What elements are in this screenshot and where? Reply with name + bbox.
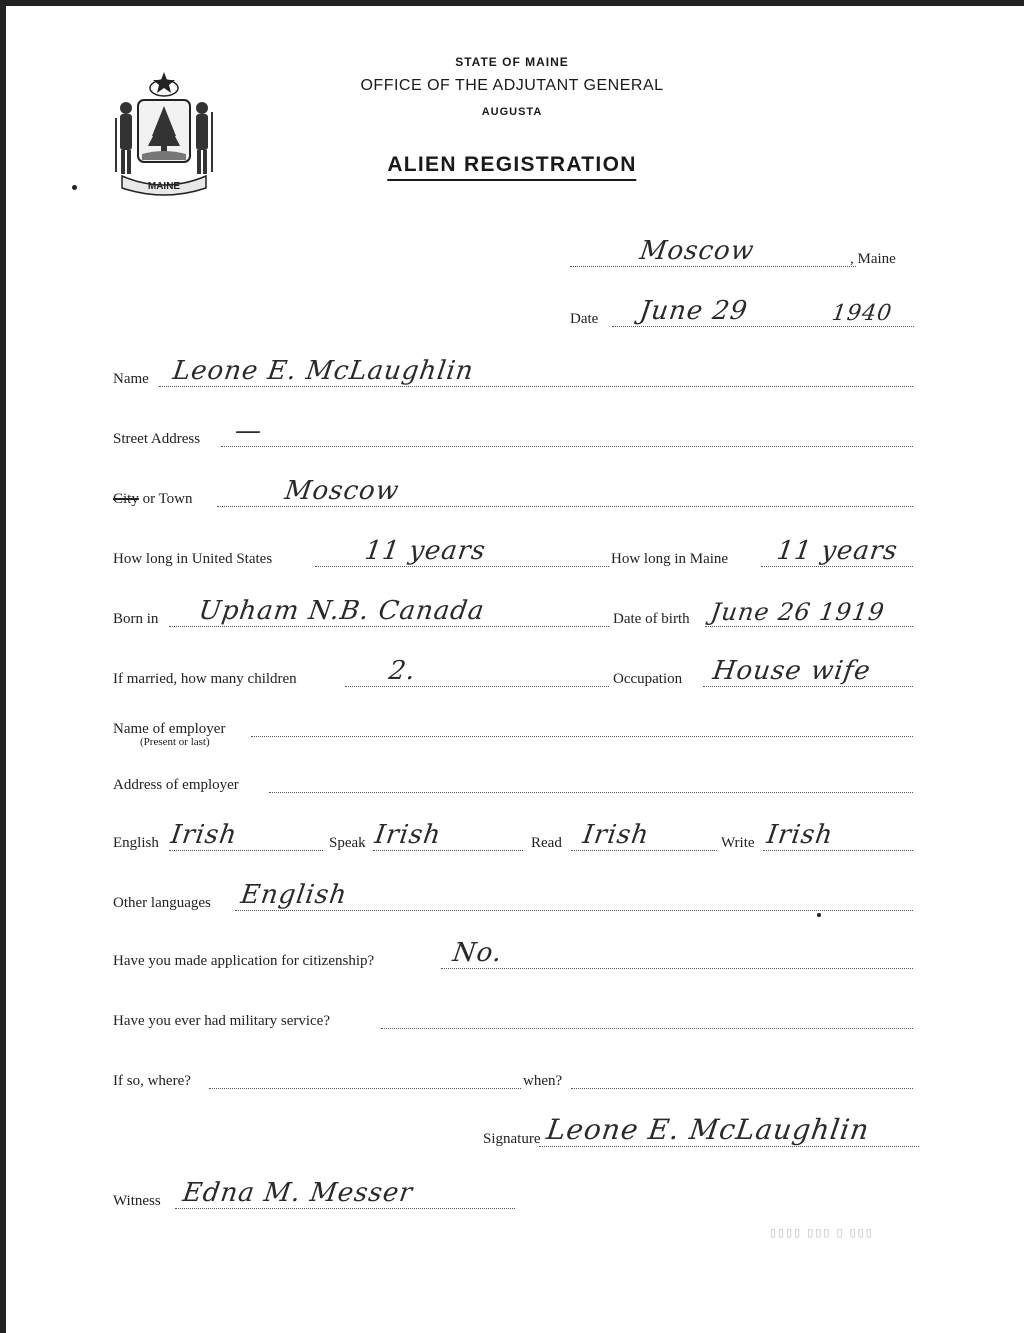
faint-stamp-mark: ▯▯▯▯ ▯▯▯ ▯ ▯▯▯ (770, 1227, 874, 1239)
other-languages-row (113, 882, 913, 916)
name-value: Leone E. McLaughlin (170, 356, 476, 386)
town-label-struck: City (113, 491, 139, 507)
when-line (571, 1088, 913, 1089)
date-label: Date (570, 311, 599, 327)
date-month-day: June 29 (637, 296, 750, 326)
us-time-line (315, 566, 609, 567)
born-label: Born in (113, 611, 159, 627)
duration-row (113, 538, 913, 572)
employer-address-row (113, 764, 913, 798)
date-year: 1940 (830, 301, 894, 326)
write-line (763, 850, 913, 851)
maine-time-line (761, 566, 913, 567)
witness-label: Witness (113, 1193, 161, 1209)
place-row (560, 238, 920, 272)
town-line (217, 506, 913, 507)
town-label-rest: or Town (138, 491, 193, 507)
employer-line (251, 736, 913, 737)
where-when-row (113, 1060, 913, 1094)
children-label: If married, how many children (113, 671, 297, 687)
birth-row (113, 598, 913, 632)
us-time-value: 11 years (362, 536, 488, 566)
speak-label: Speak (329, 835, 366, 851)
write-value: Irish (764, 820, 836, 850)
town-label (113, 491, 193, 508)
stray-dot (72, 185, 77, 190)
other-languages-label: Other languages (113, 895, 211, 911)
citizenship-label: Have you made application for citizenship? (113, 953, 375, 969)
born-line (169, 626, 609, 627)
name-row (113, 358, 913, 392)
header-city: AUGUSTA (481, 106, 543, 118)
signature-value: Leone E. McLaughlin (544, 1113, 872, 1146)
english-line (169, 850, 323, 851)
children-line (345, 686, 609, 687)
english-value: Irish (168, 820, 240, 850)
employer-row (113, 708, 913, 742)
witness-row (113, 1180, 533, 1214)
place-suffix: , Maine (850, 251, 896, 267)
employer-address-label: Address of employer (113, 777, 239, 793)
read-label: Read (531, 835, 562, 851)
dob-label: Date of birth (613, 611, 690, 627)
signature-label: Signature (483, 1131, 541, 1147)
occupation-value: House wife (710, 656, 873, 686)
employer-label: Name of employer (113, 721, 226, 737)
street-line (221, 446, 913, 447)
write-label: Write (721, 835, 755, 851)
maine-seal-icon (108, 68, 220, 198)
english-label: English (113, 835, 159, 851)
date-row (570, 298, 920, 332)
us-time-label: How long in United States (113, 551, 273, 567)
employer-address-line (269, 792, 913, 793)
header-state: STATE OF MAINE (455, 55, 569, 69)
date-line (612, 326, 914, 327)
witness-line (175, 1208, 515, 1209)
other-languages-line (235, 910, 913, 911)
form-title: ALIEN REGISTRATION (387, 153, 636, 181)
occupation-line (703, 686, 913, 687)
maine-time-label: How long in Maine (611, 551, 729, 567)
maine-time-value: 11 years (774, 536, 900, 566)
town-value: Moscow (282, 476, 402, 506)
name-line (159, 386, 913, 387)
citizenship-row (113, 940, 913, 974)
signature-row (483, 1113, 923, 1152)
citizenship-line (441, 968, 913, 969)
header-office: OFFICE OF THE ADJUTANT GENERAL (360, 77, 664, 94)
employer-sublabel: (Present or last) (140, 736, 210, 748)
street-row (113, 418, 913, 452)
children-row (113, 658, 913, 692)
town-row (113, 478, 913, 512)
where-line (209, 1088, 521, 1089)
military-label: Have you ever had military service? (113, 1013, 330, 1029)
witness-value: Edna M. Messer (180, 1178, 415, 1208)
where-label: If so, where? (113, 1073, 191, 1089)
occupation-label: Occupation (613, 671, 683, 687)
read-line (571, 850, 717, 851)
street-value: — (235, 416, 262, 446)
read-value: Irish (580, 820, 652, 850)
speak-line (373, 850, 523, 851)
citizenship-value: No. (450, 938, 505, 968)
military-line (381, 1028, 913, 1029)
place-value: Moscow (637, 236, 757, 266)
military-row (113, 1000, 913, 1034)
other-languages-value: English (238, 880, 350, 910)
street-label: Street Address (113, 431, 201, 447)
signature-line (539, 1146, 919, 1147)
place-line (570, 266, 856, 267)
born-value: Upham N.B. Canada (196, 596, 487, 626)
name-label: Name (113, 371, 149, 387)
when-label: when? (523, 1073, 563, 1089)
dob-value: June 26 1919 (709, 598, 887, 626)
children-value: 2. (386, 656, 418, 686)
speak-value: Irish (372, 820, 444, 850)
dob-line (705, 626, 913, 627)
seal-motto: MAINE (147, 181, 181, 192)
language-row (113, 822, 913, 856)
